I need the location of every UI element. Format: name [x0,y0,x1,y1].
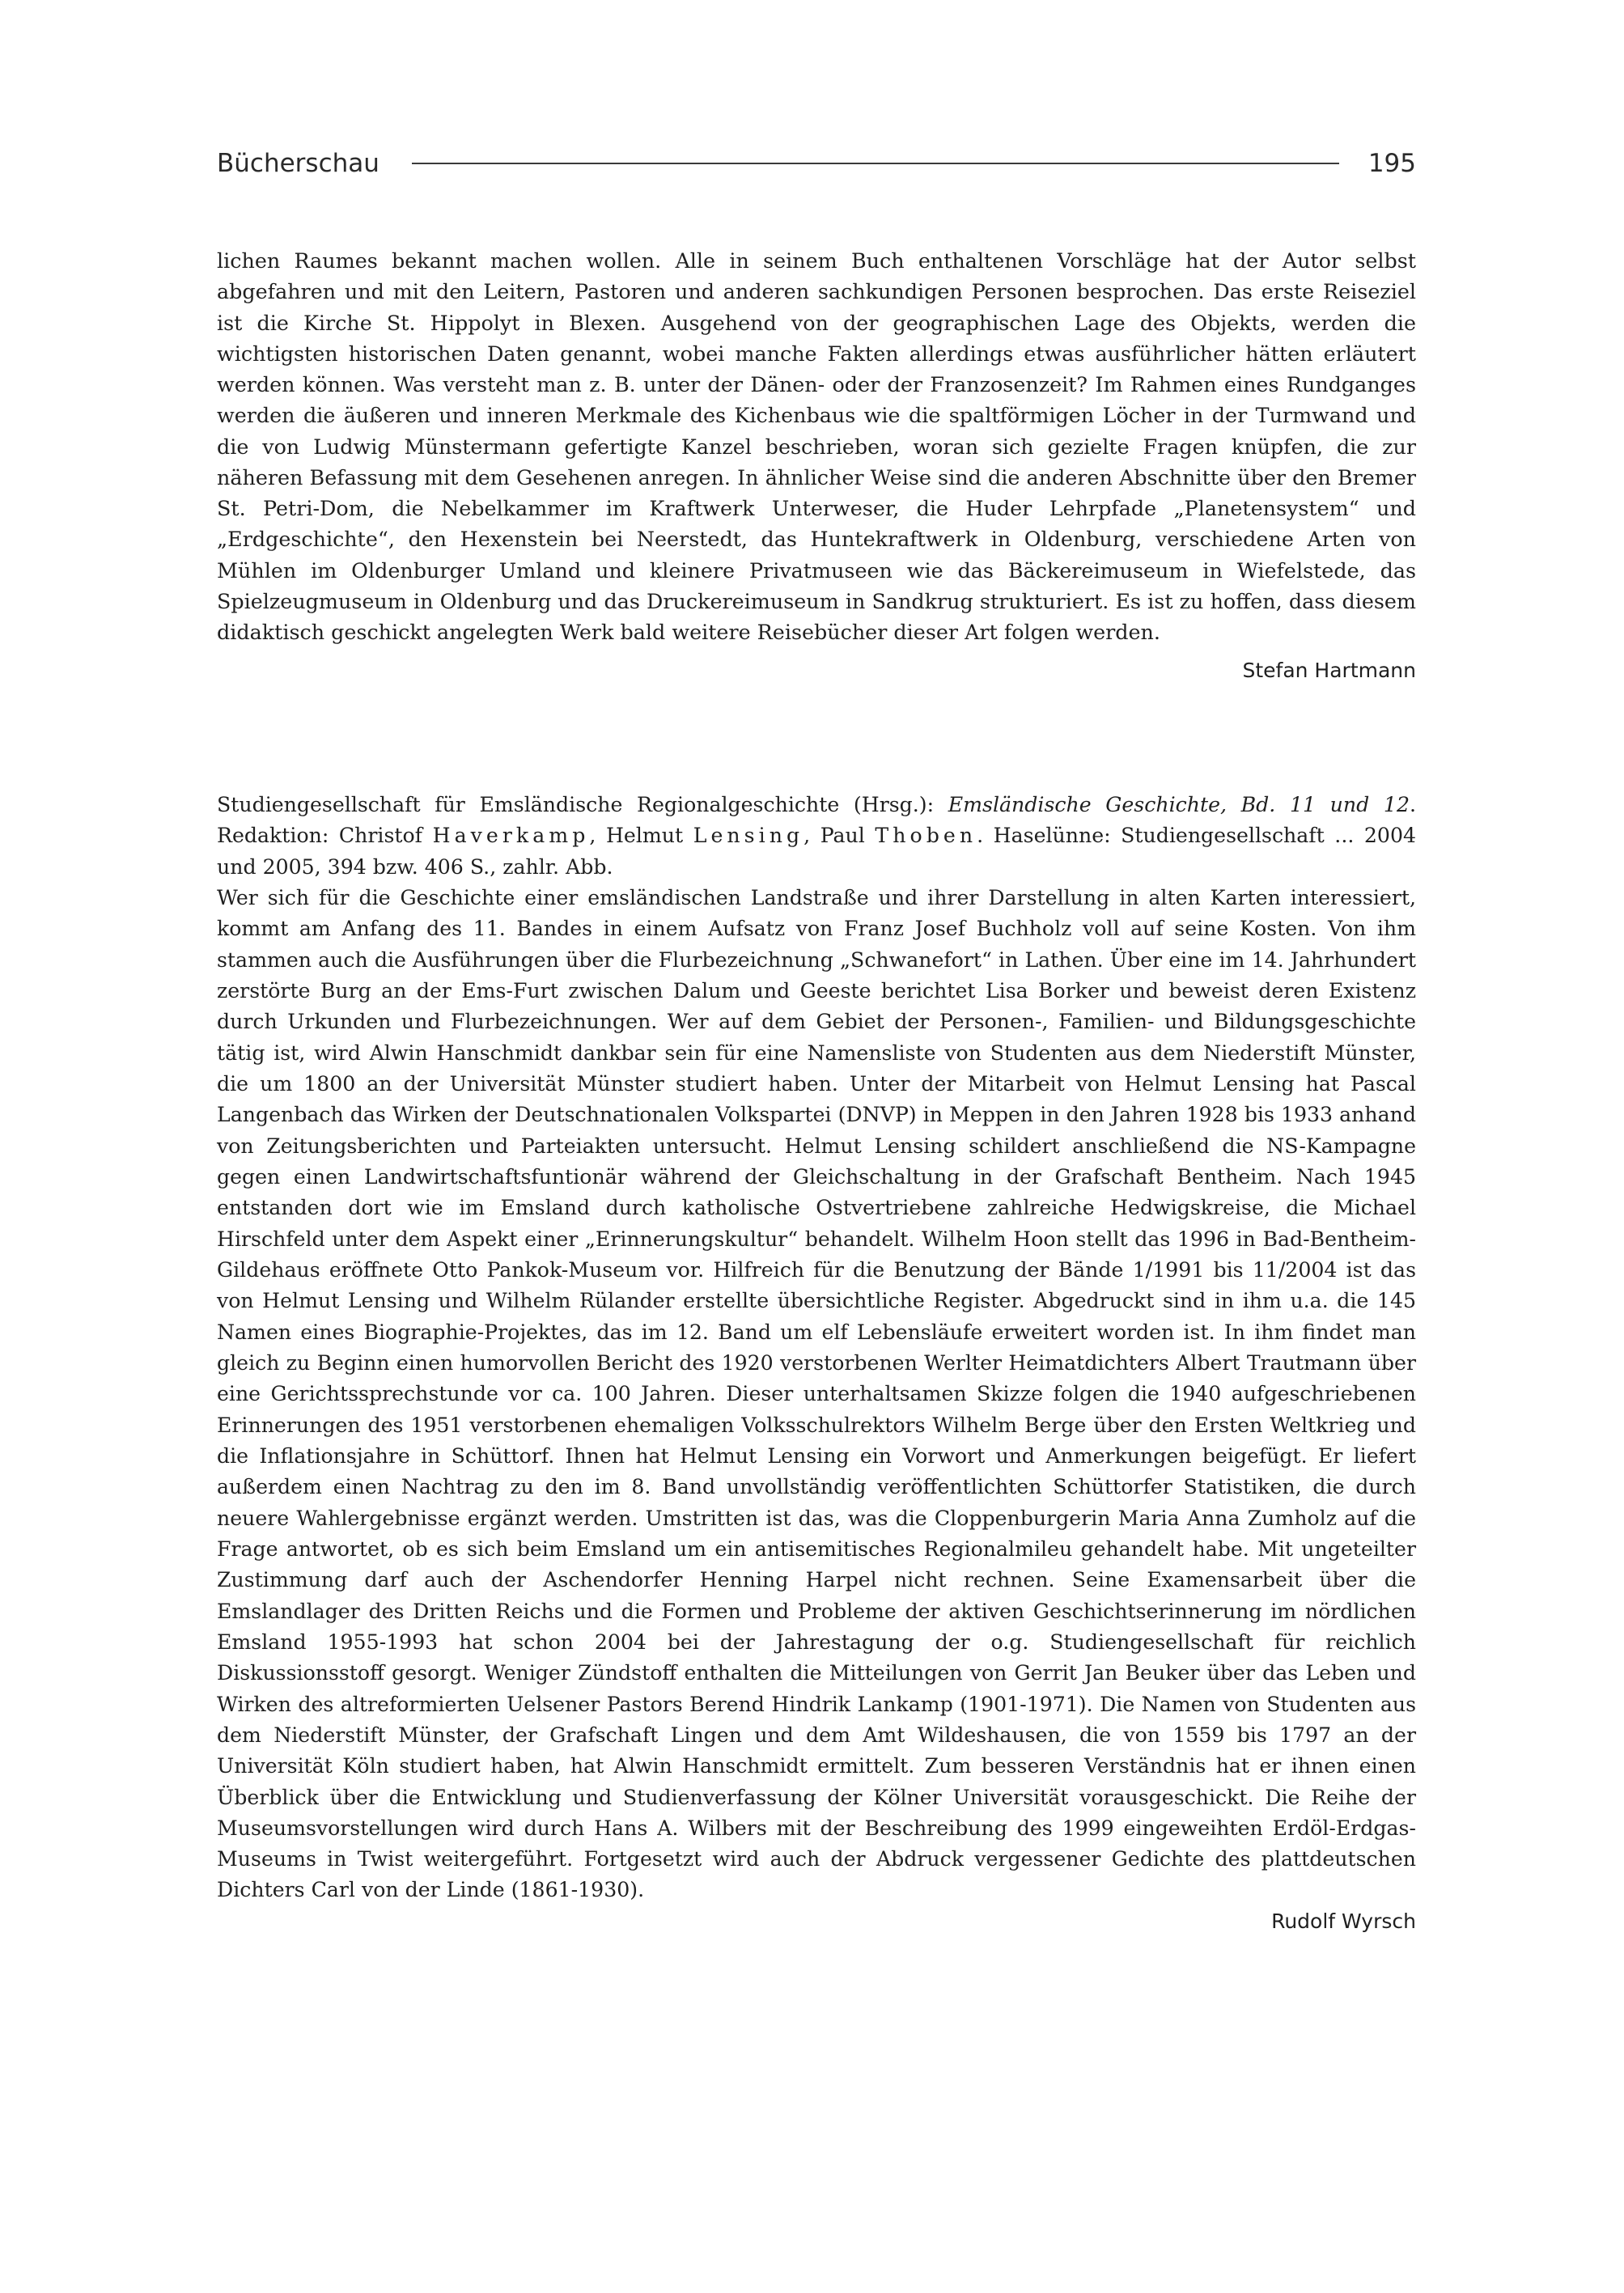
reviewer-signature: Stefan Hartmann [1242,659,1416,683]
citation-editor: Lensing [693,824,804,848]
citation-title: Emsländische Geschichte, Bd. 11 und 12 [948,793,1410,816]
citation-editors-intro: . Redaktion: Christof [217,793,1416,848]
review-body: Wer sich für die Geschichte einer emsländischen Landstraße und ihrer Darstellung in alten Karten interessiert, kommt am Anfang des 11. Bandes in einem Aufsatz von Franz Josef Buchholz voll auf seine Kosten. Von ihm stammen auch die Ausführungen über die Flurbezeichnung „Schwanefort“ in Lathen. Über eine im 14. Jahrhundert zerstörte Burg an der Ems-Furt zwischen Dalum und Geeste berichtet Lisa Borker und beweist deren Existenz durch Urkunden und Flurbezeichnungen. Wer auf dem Gebiet der Personen-, Familien- und Bildungsgeschichte tätig ist, wird Alwin Hanschmidt dankbar sein für eine Namensliste von Studenten aus dem Niederstift Münster, die um 1800 an der Universität Münster studiert haben. Unter der Mitarbeit von Helmut Lensing hat Pascal Langenbach das Wirken der Deutschnationalen Volkspartei (DNVP) in Meppen in den Jahren 1928 bis 1933 anhand von Zeitungsberichten und Parteiakten untersucht. Helmut Lensing schildert anschließend die NS-Kampagne gegen einen Landwirtschaftsfuntionär während der Gleichschaltung in der Grafschaft Bentheim. Nach 1945 entstanden dort wie im Emsland durch katholische Ostvertriebene zahlreiche Hedwigskreise, die Michael Hirschfeld unter dem Aspekt einer „Erinnerungskultur“ behandelt. Wilhelm Hoon stellt das 1996 in Bad-Bentheim-Gildehaus eröffnete Otto Pankok-Museum vor. Hilfreich für die Benutzung der Bände 1/1991 bis 11/2004 ist das von Helmut Lensing und Wilhelm Rülander erstellte übersichtliche Register. Abgedruckt sind in ihm u.a. die 145 Namen eines Biographie-Projektes, das im 12. Band um elf Lebensläufe erweitert worden ist. In ihm findet man gleich zu Beginn einen humorvollen Bericht des 1920 verstorbenen Werlter Heimatdichters Albert Trautmann über eine Gerichtssprechstunde vor ca. 100 Jahren. Dieser unterhaltsamen Skizze folgen die 1940 aufgeschriebenen Erinnerungen des 1951 verstorbenen ehemaligen Volksschulrektors Wilhelm Berge über den Ersten Weltkrieg und die Inflationsjahre in Schüttorf. Ihnen hat Helmut Lensing ein Vorwort und Anmerkungen beigefügt. Er liefert außerdem einen Nachtrag zu den im 8. Band unvollständig veröffentlichten Schüttorfer Statistiken, die durch neuere Wahlergebnisse ergänzt werden. Umstritten ist das, was die Cloppenburgerin Maria Anna Zumholz auf die Frage antwortet, ob es sich beim Emsland um ein antisemitisches Regionalmileu gehandelt habe. Mit ungeteilter Zustimmung darf auch der Aschendorfer Henning Harpel nicht rechnen. Seine Examensarbeit über die Emslandlager des Dritten Reichs und die Formen und Probleme der aktiven Geschichtserinnerung im nördlichen Emsland 1955-1993 hat schon 2004 bei der Jahrestagung der o.g. Studiengesellschaft für reichlich Diskussionsstoff gesorgt. Weniger Zündstoff enthalten die Mitteilungen von Gerrit Jan Beuker über das Leben und Wirken des altreformierten Uelsener Pastors Berend Hindrik Lankamp (1901-1971). Die Namen von Studenten aus dem Niederstift Münster, der Grafschaft Lingen und dem Amt Wildeshausen, die von 1559 bis 1797 an der Universität Köln studiert haben, hat Alwin Hanschmidt ermittelt. Zum besseren Verständnis hat er ihnen einen Überblick über die Entwicklung und Studienverfassung der Kölner Universität vorausgeschickt. Die Reihe der Museumsvorstellungen wird durch Hans A. Wilbers mit der Beschreibung des 1999 eingeweihten Erdöl-Erdgas-Museums in Twist weitergeführt. Fortgesetzt wird auch der Abdruck vergessener Gedichte des plattdeutschen Dichters Carl von der Linde (1861-1930). [217,885,1416,1902]
header-rule [412,163,1339,164]
page-number: 195 [1367,149,1416,178]
citation-separator: , Helmut [589,824,693,848]
citation-publisher: Studiengesellschaft für Emsländische Regionalgeschichte (Hrsg.): [217,793,948,816]
citation-editor: Thoben [875,824,977,848]
bibliographic-citation [217,790,1416,883]
section-title: Bücherschau [217,149,379,178]
citation-editor: Haverkamp [432,824,590,848]
citation-publication-details: . Haselünne: Studiengesellschaft ... 2004 und 2005, 394 bzw. 406 S., zahlr. Abb. [217,824,1416,879]
citation-separator: , Paul [804,824,876,848]
review-body: lichen Raumes bekannt machen wollen. Alle in seinem Buch enthaltenen Vorschläge hat der Autor selbst abgefahren und mit den Leitern, Pastoren und anderen sachkundigen Personen besprochen. Das erste Reiseziel ist die Kirche St. Hippolyt in Blexen. Ausgehend von der geographischen Lage des Objekts, werden die wichtigsten historischen Daten genannt, wobei manche Fakten allerdings etwas ausführlicher hätten erläutert werden können. Was versteht man z. B. unter der Dänen- oder der Franzosenzeit? Im Rahmen eines Rundganges werden die äußeren und inneren Merkmale des Kichenbaus wie die spaltförmigen Löcher in der Turmwand und die von Ludwig Münstermann gefertigte Kanzel beschrieben, woran sich gezielte Fragen knüpfen, die zur näheren Befassung mit dem Gesehenen anregen. In ähnlicher Weise sind die anderen Abschnitte über den Bremer St. Petri-Dom, die Nebelkammer im Kraftwerk Unterweser, die Huder Lehrpfade „Planetensystem“ und „Erdgeschichte“, den Hexenstein bei Neerstedt, das Huntekraftwerk in Oldenburg, verschiedene Arten von Mühlen im Oldenburger Umland und kleinere Privatmuseen wie das Bäckereimuseum in Wiefelstede, das Spielzeugmuseum in Oldenburg und das Druckereimuseum in Sandkrug strukturiert. Es ist zu hoffen, dass diesem didaktisch geschickt angelegten Werk bald weitere Reisebücher dieser Art folgen werden. [217,248,1416,645]
running-head [217,144,1416,183]
review-wyrsch [217,790,1416,1937]
reviewer-signature: Rudolf Wyrsch [1271,1909,1416,1933]
review-hartmann [217,245,1416,687]
